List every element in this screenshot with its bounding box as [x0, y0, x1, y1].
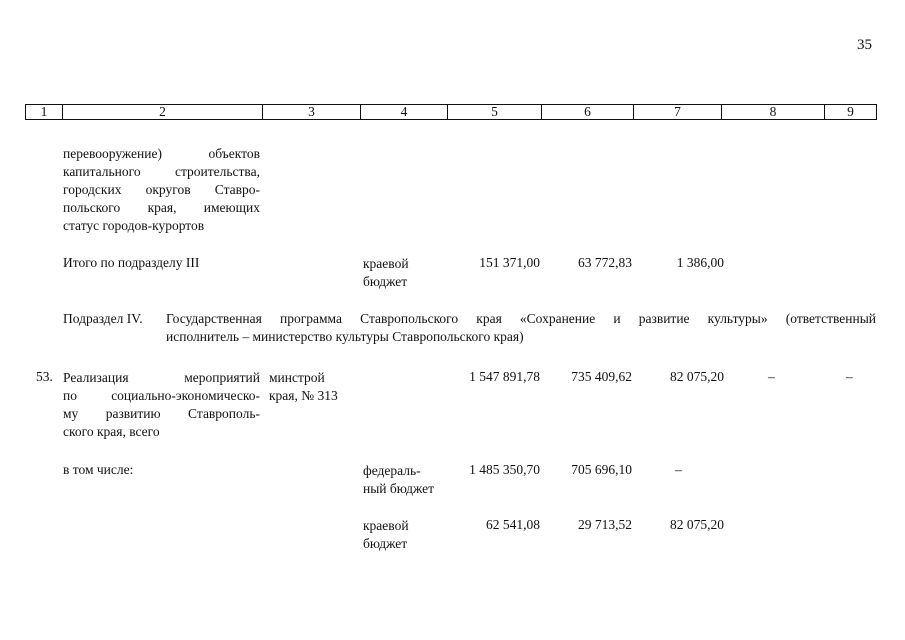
- item-col5: 1 547 891,78: [469, 369, 540, 384]
- header-col-8: 8: [722, 105, 825, 120]
- item-col9: –: [846, 369, 853, 384]
- continuation-line: городских округов Ставро-: [63, 182, 260, 197]
- subtotal-col7: 1 386,00: [676, 255, 724, 270]
- regional-col6: 29 713,52: [578, 517, 632, 532]
- page-number: 35: [857, 37, 872, 53]
- source-line: краевой: [363, 518, 409, 533]
- item-line: ского края, всего: [63, 424, 160, 439]
- item-line: по социально-экономическо-: [63, 388, 260, 403]
- header-col-4: 4: [361, 105, 448, 120]
- federal-source: [363, 462, 434, 498]
- subsection-prefix: Подраздел IV.: [63, 311, 143, 326]
- item-col7: 82 075,20: [670, 369, 724, 384]
- item-line: му развитию Ставрополь-: [63, 406, 260, 421]
- header-col-3: 3: [263, 105, 361, 120]
- executor-line: края, № 313: [269, 388, 338, 403]
- subtotal-label: Итого по подразделу III: [63, 255, 200, 270]
- item-line: Реализация мероприятий: [63, 370, 260, 385]
- federal-col7: –: [675, 462, 682, 477]
- including-label: в том числе:: [63, 462, 134, 477]
- source-line: краевой: [363, 256, 409, 271]
- continuation-text: [63, 145, 260, 235]
- executor-line: минстрой: [269, 370, 325, 385]
- subtotal-col6: 63 772,83: [578, 255, 632, 270]
- source-line: бюджет: [363, 536, 408, 551]
- item-col8: –: [768, 369, 775, 384]
- continuation-line: перевооружение) объектов: [63, 146, 260, 161]
- column-header-table: [25, 104, 877, 120]
- header-col-1: 1: [26, 105, 63, 120]
- subtotal-col5: 151 371,00: [479, 255, 540, 270]
- header-col-6: 6: [542, 105, 634, 120]
- header-col-7: 7: [634, 105, 722, 120]
- regional-source: [363, 517, 409, 553]
- regional-col7: 82 075,20: [670, 517, 724, 532]
- source-line: ный бюджет: [363, 481, 435, 496]
- federal-col5: 1 485 350,70: [469, 462, 540, 477]
- item-col6: 735 409,62: [571, 369, 632, 384]
- header-col-9: 9: [825, 105, 877, 120]
- subsection-title-line2: исполнитель – министерство культуры Ставропольского края): [166, 329, 524, 344]
- continuation-line: статус городов-курортов: [63, 218, 205, 233]
- continuation-line: капитального строительства,: [63, 164, 260, 179]
- continuation-line: польского края, имеющих: [63, 200, 260, 215]
- item-executor: [269, 369, 338, 405]
- federal-col6: 705 696,10: [571, 462, 632, 477]
- subtotal-source: [363, 255, 409, 291]
- subsection-title-line1: Государственная программа Ставропольского края «Сохранение и развитие культуры» (ответственный: [166, 311, 876, 326]
- regional-col5: 62 541,08: [486, 517, 540, 532]
- item-description: [63, 369, 260, 441]
- source-line: федераль-: [363, 463, 421, 478]
- source-line: бюджет: [363, 274, 408, 289]
- header-col-2: 2: [63, 105, 263, 120]
- header-col-5: 5: [448, 105, 542, 120]
- item-number: 53.: [36, 369, 53, 384]
